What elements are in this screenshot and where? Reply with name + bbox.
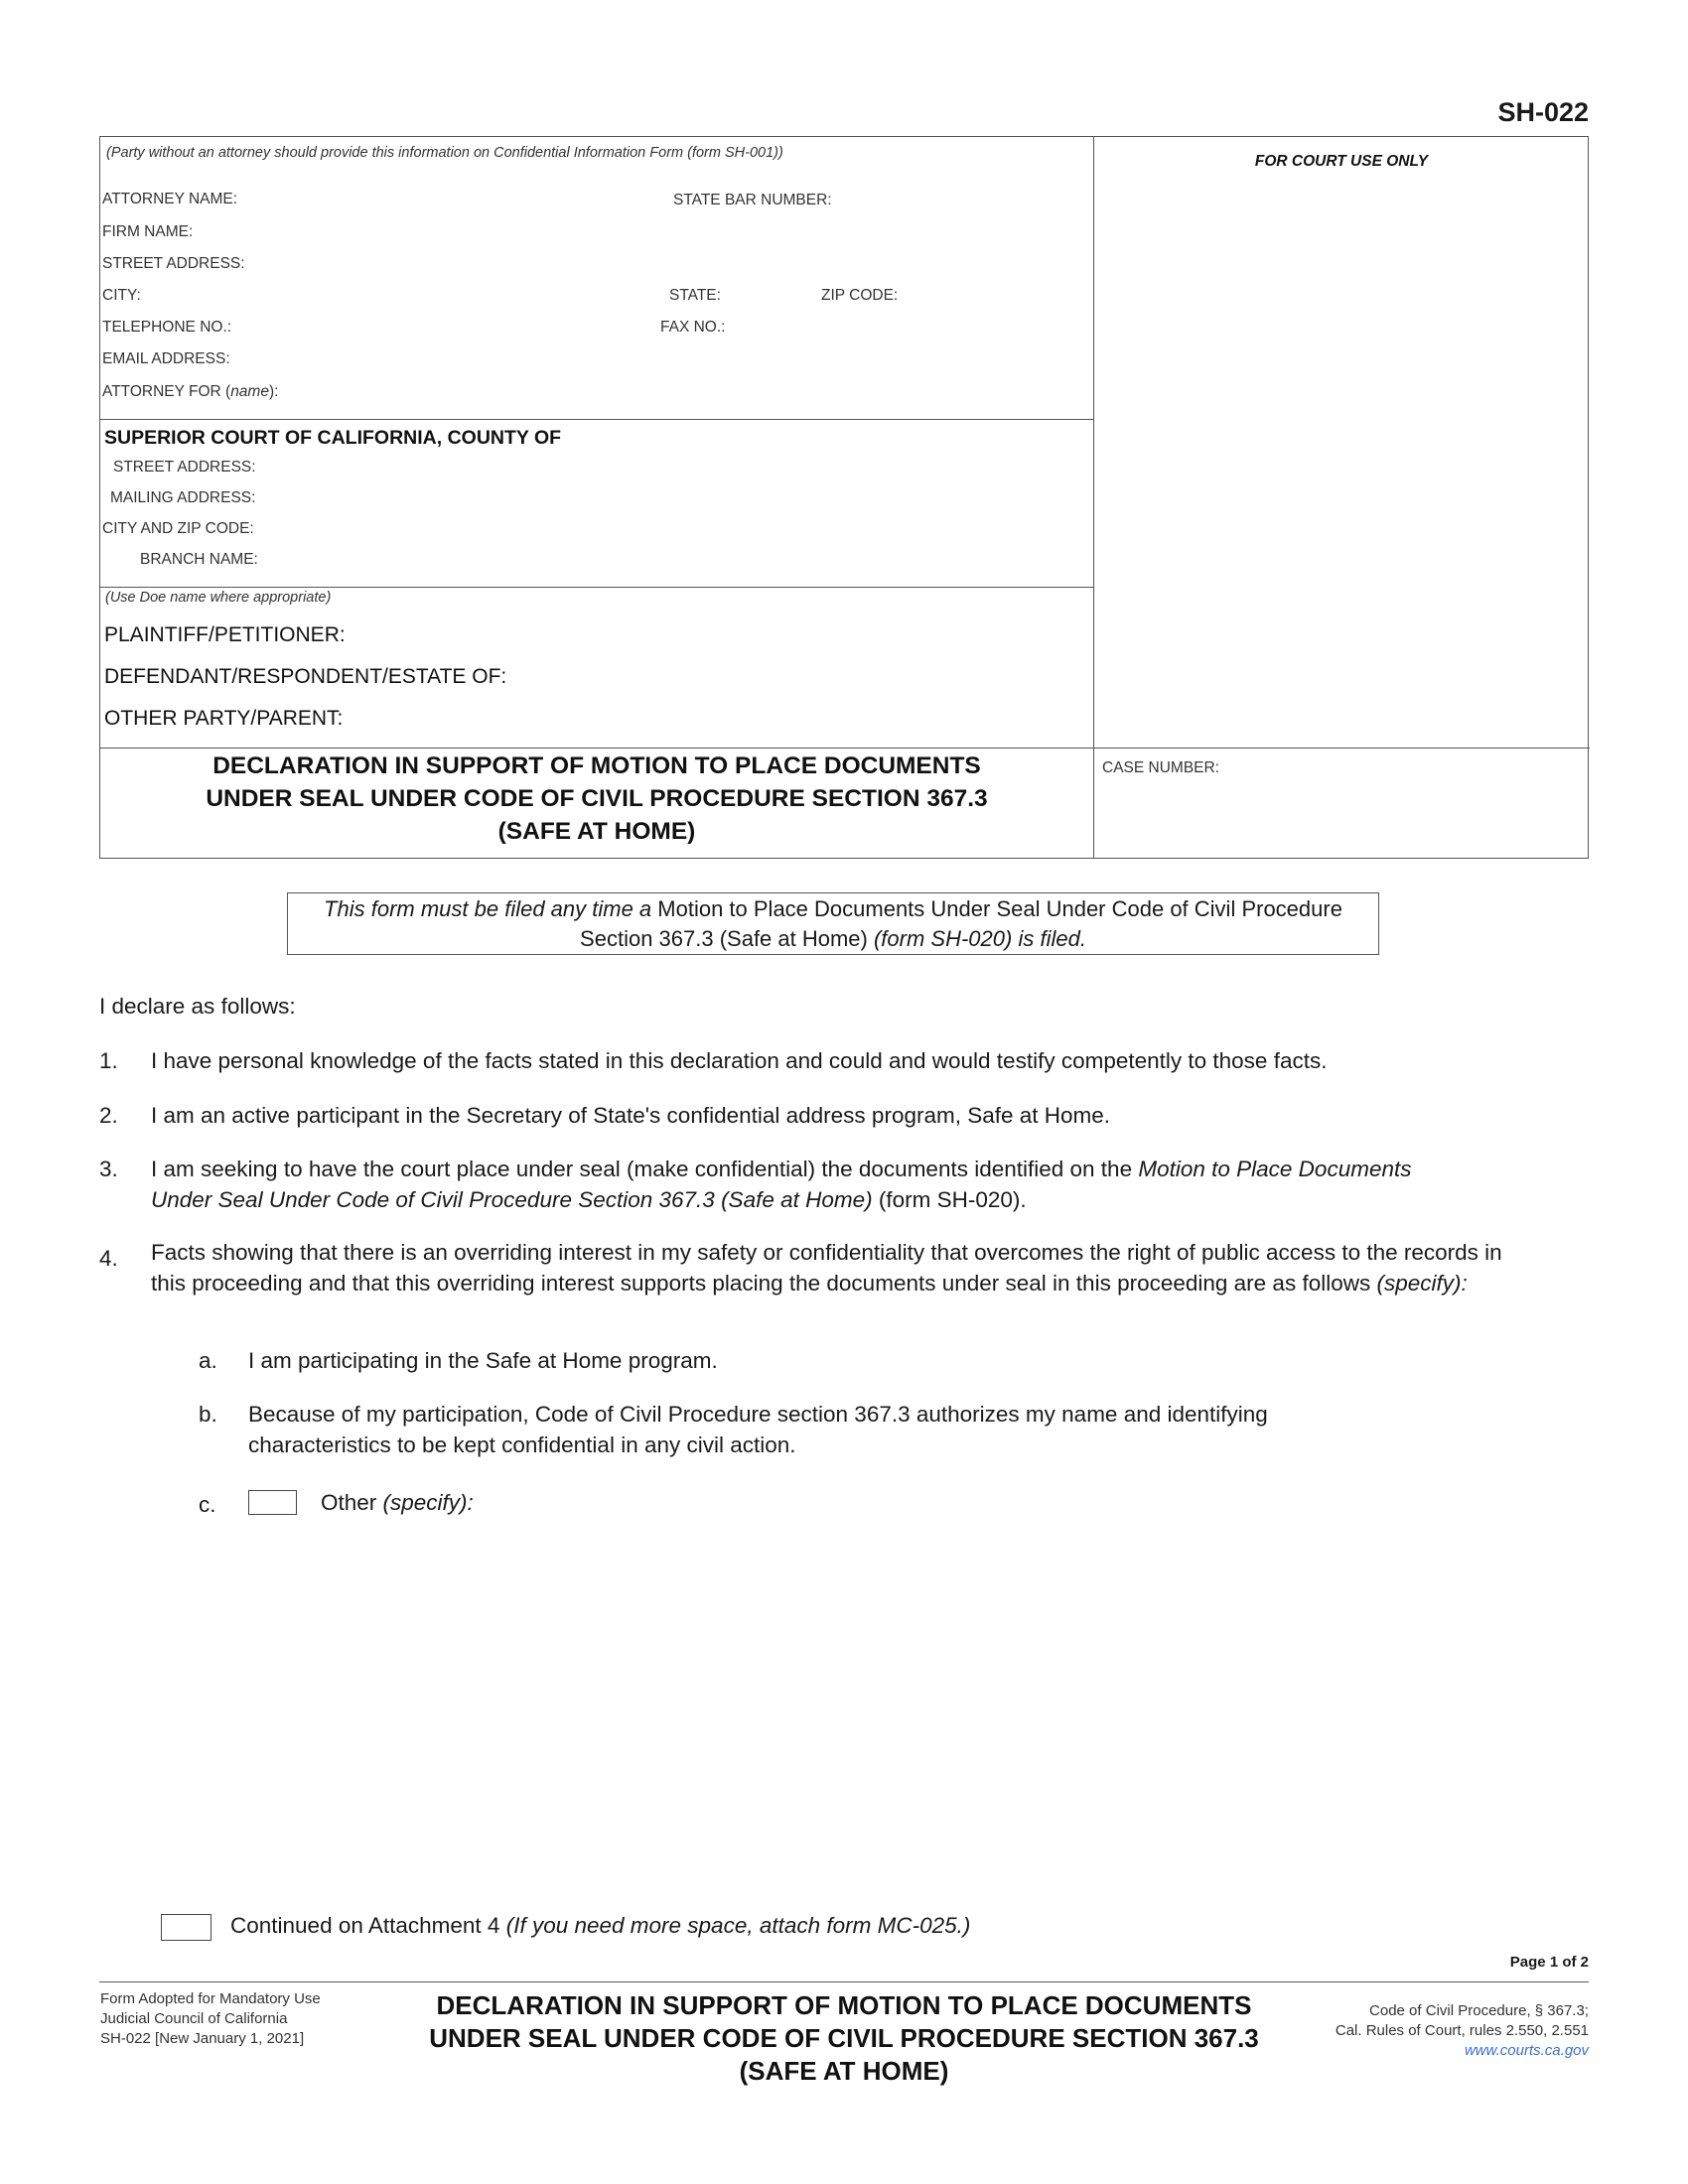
page-indicator: Page 1 of 2 bbox=[1509, 1954, 1589, 1971]
divider-line bbox=[100, 419, 1093, 420]
footer-adoption-info: Form Adopted for Mandatory Use Judicial Council of California SH-022 [New January 1, 2021] bbox=[100, 1990, 321, 2047]
item-number: 4. bbox=[99, 1246, 118, 1271]
court-street-address-label[interactable]: STREET ADDRESS: bbox=[113, 459, 256, 476]
continued-attachment-text: Continued on Attachment 4 (If you need more space, attach form MC-025.) bbox=[230, 1913, 971, 1938]
sub-item-a-text: I am participating in the Safe at Home program. bbox=[248, 1348, 718, 1373]
sub-item-letter: a. bbox=[199, 1348, 217, 1373]
caption-divider bbox=[1093, 137, 1094, 858]
sub-item-b-text: Because of my participation, Code of Civil Procedure section 367.3 authorizes my name and identifying characteristics to be kept confidential in any civil action. bbox=[248, 1402, 1268, 1457]
case-number-label[interactable]: CASE NUMBER: bbox=[1102, 759, 1219, 776]
zip-code-label[interactable]: ZIP CODE: bbox=[821, 287, 899, 304]
divider-line bbox=[100, 748, 1590, 749]
defendant-label[interactable]: DEFENDANT/RESPONDENT/ESTATE OF: bbox=[104, 665, 507, 688]
other-checkbox[interactable] bbox=[248, 1490, 297, 1515]
email-label[interactable]: EMAIL ADDRESS: bbox=[102, 350, 230, 367]
item-number: 1. bbox=[99, 1048, 118, 1073]
court-mailing-address-label[interactable]: MAILING ADDRESS: bbox=[110, 489, 256, 506]
state-label[interactable]: STATE: bbox=[669, 287, 721, 304]
telephone-label[interactable]: TELEPHONE NO.: bbox=[102, 319, 232, 336]
state-bar-number-label[interactable]: STATE BAR NUMBER: bbox=[673, 192, 832, 208]
court-branch-name-label[interactable]: BRANCH NAME: bbox=[140, 551, 258, 568]
attorney-name-label[interactable]: ATTORNEY NAME: bbox=[102, 191, 238, 207]
form-title: DECLARATION IN SUPPORT OF MOTION TO PLACE DOCUMENTS UNDER SEAL UNDER CODE OF CIVIL PROCEDURE SECTION 367.3 (SAFE AT HOME) bbox=[206, 752, 988, 845]
sub-item-letter: b. bbox=[199, 1402, 217, 1427]
caption-box bbox=[99, 136, 1589, 859]
court-use-only-label: FOR COURT USE ONLY bbox=[1254, 153, 1429, 170]
courts-website-link[interactable]: www.courts.ca.gov bbox=[1464, 2042, 1589, 2059]
fax-label[interactable]: FAX NO.: bbox=[660, 319, 726, 336]
sub-item-c-text: Other (specify): bbox=[321, 1490, 474, 1515]
declaration-intro: I declare as follows: bbox=[99, 994, 296, 1019]
court-city-zip-label[interactable]: CITY AND ZIP CODE: bbox=[102, 520, 254, 537]
item-number: 3. bbox=[99, 1157, 118, 1181]
footer-citations: Code of Civil Procedure, § 367.3; Cal. Rules of Court, rules 2.550, 2.551 www.courts.ca.gov bbox=[1281, 2001, 1589, 2061]
court-title: SUPERIOR COURT OF CALIFORNIA, COUNTY OF bbox=[104, 427, 562, 449]
footer-title: DECLARATION IN SUPPORT OF MOTION TO PLACE DOCUMENTS UNDER SEAL UNDER CODE OF CIVIL PROCEDURE SECTION 367.3 (SAFE AT HOME) bbox=[429, 1990, 1259, 2086]
city-label[interactable]: CITY: bbox=[102, 287, 141, 304]
doe-note: (Use Doe name where appropriate) bbox=[105, 590, 332, 606]
party-note: (Party without an attorney should provide this information on Confidential Information Form (form SH-001)) bbox=[106, 145, 783, 161]
attorney-for-label[interactable]: ATTORNEY FOR (name): bbox=[102, 383, 279, 400]
item-2-text: I am an active participant in the Secretary of State's confidential address program, Safe at Home. bbox=[151, 1103, 1111, 1128]
item-number: 2. bbox=[99, 1103, 118, 1128]
item-4-text: Facts showing that there is an overriding interest in my safety or confidentiality that overcomes the right of public access to the records in this proceeding and that this overriding interest supports placing the documents under seal in this proceeding are as follows (specify): bbox=[151, 1240, 1502, 1296]
divider-line bbox=[100, 587, 1093, 588]
plaintiff-label[interactable]: PLAINTIFF/PETITIONER: bbox=[104, 623, 346, 646]
item-1-text: I have personal knowledge of the facts stated in this declaration and could and would testify competently to those facts. bbox=[151, 1048, 1328, 1073]
form-number: SH-022 bbox=[1497, 97, 1589, 127]
item-3-text: I am seeking to have the court place under seal (make confidential) the documents identified on the Motion to Place Documents Under Seal Under Code of Civil Procedure Section 367.3 (Safe at Home) (form SH-020). bbox=[151, 1157, 1412, 1212]
footer-divider bbox=[99, 1981, 1589, 1982]
filing-notice: This form must be filed any time a Motion to Place Documents Under Seal Under Code of Civil Procedure Section 367.3 (Safe at Home) (form SH-020) is filed. bbox=[287, 892, 1379, 955]
continued-checkbox[interactable] bbox=[161, 1914, 211, 1941]
street-address-label[interactable]: STREET ADDRESS: bbox=[102, 255, 245, 272]
other-party-label[interactable]: OTHER PARTY/PARENT: bbox=[104, 707, 344, 730]
firm-name-label[interactable]: FIRM NAME: bbox=[102, 223, 194, 240]
sub-item-letter: c. bbox=[199, 1492, 216, 1517]
